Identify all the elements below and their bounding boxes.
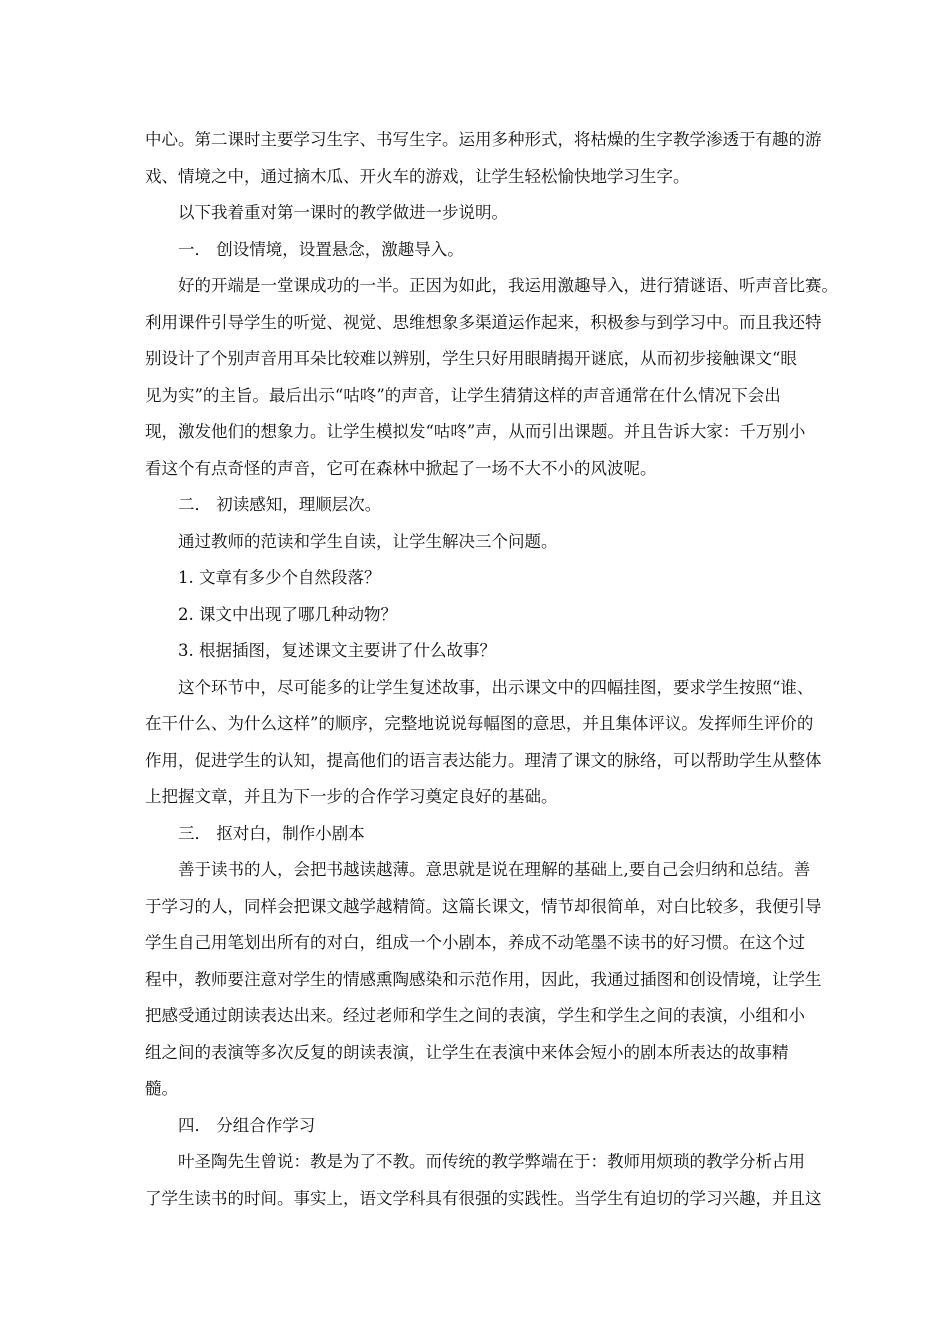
paragraph-line: 作用，促进学生的认知，提高他们的语言表达能力。理清了课文的脉络，可以帮助学生从整体 [145,750,822,770]
paragraph-line: 程中，教师要注意对学生的情感熏陶感染和示范作用，因此，我通过插图和创设情境，让学生 [145,969,822,989]
paragraph-line: 了学生读书的时间。事实上，语文学科具有很强的实践性。当学生有迫切的学习兴趣，并且这 [145,1188,822,1208]
list-item: 3. 根据插图，复述课文主要讲了什么故事？ [178,641,496,660]
paragraph-line: 学生自己用笔划出所有的对白，组成一个小剧本，养成不动笔墨不读书的好习惯。在这个过 [145,933,805,952]
section-heading: 二． 初读感知，理顺层次。 [178,495,382,514]
paragraph-line: 在干什么、为什么这样”的顺序，完整地说说每幅图的意思，并且集体评议。发挥师生评价的 [145,714,814,733]
list-item: 1. 文章有多少个自然段落？ [178,568,381,587]
paragraph-line: 见为实”的主旨。最后出示“咕咚”的声音，让学生猜猜这样的声音通常在什么情况下会出 [145,385,781,405]
paragraph-line: 以下我着重对第一课时的教学做进一步说明。 [178,203,508,222]
paragraph-line: 看这个有点奇怪的声音，它可在森林中掀起了一场不大不小的风波呢。 [145,458,657,478]
paragraph-line: 叶圣陶先生曾说：教是为了不教。而传统的教学弊端在于：教师用烦琐的教学分析占用 [178,1152,805,1171]
paragraph-line: 把感受通过朗读表达出来。经过老师和学生之间的表演，学生和学生之间的表演，小组和小 [145,1006,805,1025]
list-item: 2. 课文中出现了哪几种动物？ [178,604,397,624]
paragraph-line: 现，激发他们的想象力。让学生模拟发“咕咚”声，从而引出课题。并且告诉大家：千万别小 [145,422,806,441]
document-body [145,122,838,1217]
paragraph-line: 这个环节中，尽可能多的让学生复述故事，出示课文中的四幅挂图，要求学生按照“谁、 [178,677,814,697]
paragraph-line: 上把握文章，并且为下一步的合作学习奠定良好的基础。 [145,787,558,806]
paragraph-line: 通过教师的范读和学生自读，让学生解决三个问题。 [178,531,558,551]
paragraph-line: 组之间的表演等多次反复的朗读表演，让学生在表演中来体会短小的剧本所表达的故事精 [145,1042,789,1062]
section-heading: 一． 创设情境，设置悬念，激趣导入。 [178,239,464,259]
paragraph-line: 于学习的人，同样会把课文越学越精简。这篇长课文，情节却很简单，对白比较多，我便引导 [145,896,822,916]
paragraph-line: 中心。第二课时主要学习生字、书写生字。运用多种形式，将枯燥的生字教学渗透于有趣的游 [145,130,822,149]
paragraph-line: 利用课件引导学生的听觉、视觉、思维想象多渠道运作起来，积极参与到学习中。而且我还特 [145,312,822,332]
paragraph-line: 别设计了个别声音用耳朵比较难以辨别，学生只好用眼睛揭开谜底，从而初步接触课文“眼 [145,349,797,368]
paragraph-line: 善于读书的人，会把书越读越薄。意思就是说在理解的基础上,要自己会归纳和总结。善 [178,860,811,879]
paragraph-line: 髓。 [145,1079,178,1098]
paragraph-line: 戏、情境之中，通过摘木瓜、开火车的游戏，让学生轻松愉快地学习生字。 [145,166,690,186]
section-heading: 四． 分组合作学习 [178,1115,316,1135]
section-heading: 三． 抠对白，制作小剧本 [178,823,365,843]
paragraph-line: 好的开端是一堂课成功的一半。正因为如此，我运用激趣导入，进行猜谜语、听声音比赛。 [178,276,838,295]
